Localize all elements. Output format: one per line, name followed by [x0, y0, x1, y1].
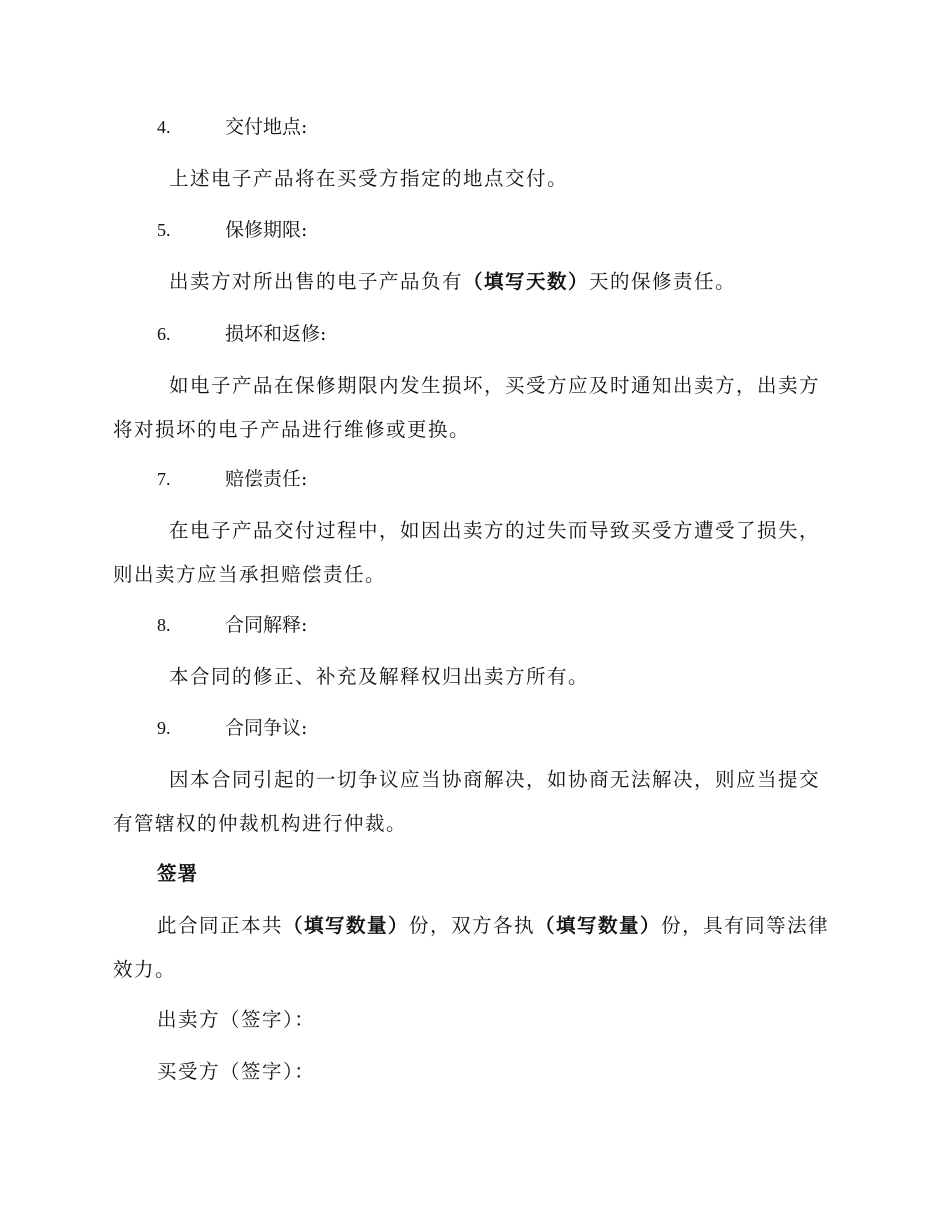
signature-paragraph	[113, 904, 833, 992]
body-text: 天的保修责任。	[589, 270, 737, 293]
fill-in-placeholder: （填写数量）	[535, 914, 662, 937]
section-number: 9.	[157, 718, 171, 738]
section-body-4: 上述电子产品将在买受方指定的地点交付。	[169, 167, 569, 190]
section-title: 合同解释:	[225, 614, 308, 636]
section-title: 损坏和返修:	[225, 323, 327, 345]
body-text: 出卖方对所出售的电子产品负有	[169, 270, 464, 293]
section-heading-8	[157, 613, 307, 637]
section-title: 赔偿责任:	[225, 468, 308, 490]
section-heading-9	[157, 716, 307, 740]
section-heading-7	[157, 467, 307, 491]
fill-in-placeholder: （填写天数）	[463, 270, 590, 293]
section-heading-5	[157, 218, 307, 242]
body-text: 此合同正本共	[157, 914, 284, 937]
section-body-9: 因本合同引起的一切争议应当协商解决，如协商无法解决，则应当提交有管辖权的仲裁机构进行仲裁。	[113, 768, 821, 835]
body-text: 份，具有同等法律效力。	[113, 914, 830, 981]
section-heading-4	[157, 115, 307, 139]
section-number: 5.	[157, 220, 171, 240]
section-body-5	[169, 260, 889, 304]
body-text: 份，双方各执	[409, 914, 536, 937]
section-number: 7.	[157, 469, 171, 489]
section-title: 保修期限:	[225, 219, 308, 241]
section-heading-6	[157, 322, 326, 346]
section-number: 4.	[157, 117, 171, 137]
section-body-7: 在电子产品交付过程中，如因出卖方的过失而导致买受方遭受了损失，则出卖方应当承担赔偿责任。	[113, 519, 821, 586]
section-body-6: 如电子产品在保修期限内发生损坏，买受方应及时通知出卖方，出卖方将对损坏的电子产品进行维修或更换。	[113, 374, 821, 441]
section-title: 合同争议:	[225, 717, 308, 739]
fill-in-placeholder: （填写数量）	[283, 914, 410, 937]
buyer-signature-line: 买受方（签字）：	[157, 1060, 316, 1083]
section-body-8: 本合同的修正、补充及解释权归出卖方所有。	[169, 665, 590, 688]
section-number: 6.	[157, 324, 171, 344]
section-number: 8.	[157, 615, 171, 635]
section-title: 交付地点:	[225, 116, 308, 138]
signature-heading: 签署	[157, 862, 199, 885]
seller-signature-line: 出卖方（签字）：	[157, 1008, 316, 1031]
